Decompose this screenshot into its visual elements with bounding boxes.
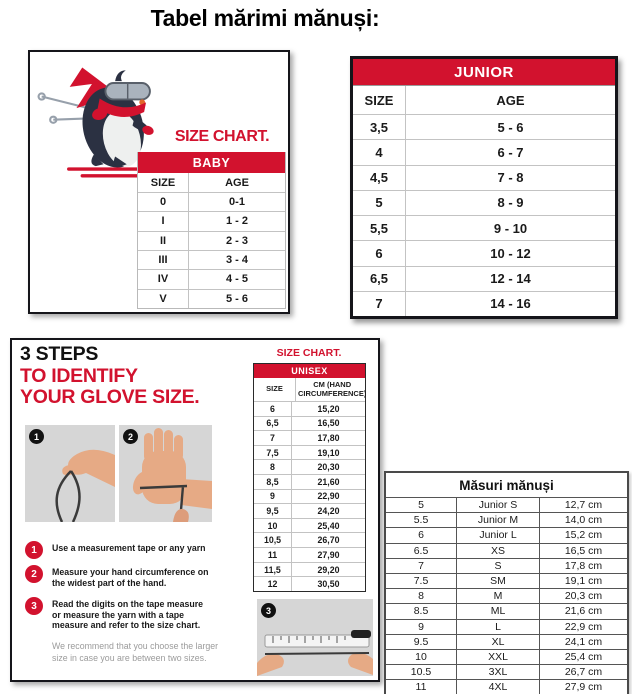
- column-header: SIZE: [266, 384, 283, 394]
- baby-size-table: [137, 152, 286, 309]
- table-cell: Junior M: [456, 513, 539, 527]
- table-cell: 17,8 cm: [539, 559, 627, 573]
- steps-heading: [20, 344, 199, 409]
- table-row: [254, 474, 365, 489]
- table-cell: 6: [375, 245, 383, 261]
- baby-table-header: [138, 173, 285, 192]
- table-cell: 14 - 16: [405, 292, 615, 316]
- table-cell: 5,5: [369, 220, 389, 236]
- step-text: Use a measurement tape or any yarn: [52, 543, 206, 553]
- table-cell: XL: [456, 635, 539, 649]
- table-cell: 9: [270, 491, 275, 502]
- table-cell: V: [159, 292, 167, 305]
- page-title: Tabel mărimi mănuși:: [150, 5, 380, 31]
- table-row: [353, 139, 615, 164]
- table-cell: 21,6 cm: [539, 604, 627, 618]
- table-cell: III: [158, 254, 168, 267]
- table-cell: 24,1 cm: [539, 635, 627, 649]
- yarn: [265, 653, 369, 654]
- table-cell: 9 - 10: [405, 216, 615, 240]
- step-text: Measure your hand circumference on the widest part of the hand.: [52, 567, 209, 588]
- table-cell: 6: [418, 529, 424, 542]
- table-cell: 6 - 7: [405, 140, 615, 164]
- photo-step-number: 3: [261, 603, 276, 618]
- unisex-table-title: UNISEX: [254, 364, 365, 378]
- table-cell: 15,20: [291, 402, 365, 416]
- table-row: [138, 250, 285, 269]
- table-row: [254, 489, 365, 504]
- table-cell: 7 - 8: [405, 166, 615, 190]
- table-row: [386, 634, 627, 649]
- table-cell: IV: [157, 273, 169, 286]
- table-row: [353, 114, 615, 139]
- table-cell: 11,5: [264, 564, 281, 575]
- table-cell: 25,40: [291, 519, 365, 533]
- table-cell: 7,5: [266, 447, 279, 458]
- table-cell: SM: [456, 574, 539, 588]
- photo-step-number: 1: [29, 429, 44, 444]
- table-cell: 4XL: [456, 680, 539, 694]
- masuri-table-title: Măsuri mănuși: [386, 473, 627, 497]
- step2-photo: [119, 425, 212, 522]
- baby-table-title: BABY: [138, 152, 285, 173]
- table-cell: 7.5: [413, 575, 429, 588]
- table-row: [353, 190, 615, 215]
- step3-photo: [257, 599, 373, 676]
- table-row: [254, 445, 365, 460]
- heading-line-3: YOUR GLOVE SIZE.: [20, 386, 200, 408]
- table-cell: 1 - 2: [188, 212, 285, 230]
- table-cell: 9: [418, 620, 424, 633]
- table-cell: 7: [375, 296, 383, 312]
- table-cell: 3,5: [369, 119, 389, 135]
- table-cell: 6.5: [413, 544, 429, 557]
- table-cell: 30,50: [291, 577, 365, 591]
- table-cell: 4,5: [369, 170, 389, 186]
- table-cell: 4 - 5: [188, 270, 285, 288]
- step-instruction: [25, 597, 214, 631]
- table-cell: Junior S: [456, 498, 539, 512]
- table-cell: 19,1 cm: [539, 574, 627, 588]
- table-row: [353, 215, 615, 240]
- table-row: [353, 240, 615, 265]
- baby-table-rows: [138, 192, 285, 308]
- size-chart-heading: SIZE CHART.: [174, 128, 270, 145]
- table-cell: 14,0 cm: [539, 513, 627, 527]
- table-cell: 25,4 cm: [539, 650, 627, 664]
- table-cell: 12: [267, 579, 278, 590]
- table-cell: 9.5: [413, 635, 429, 648]
- table-cell: 3 - 4: [188, 251, 285, 269]
- table-cell: 7: [270, 433, 275, 444]
- table-row: [138, 231, 285, 250]
- table-cell: 22,9 cm: [539, 620, 627, 634]
- table-cell: 8.5: [413, 605, 429, 618]
- unisex-table-rows: [254, 401, 365, 591]
- table-cell: 7: [418, 559, 424, 572]
- table-cell: Junior L: [456, 528, 539, 542]
- table-cell: 0-1: [188, 193, 285, 211]
- table-cell: 5.5: [413, 514, 429, 527]
- table-row: [386, 664, 627, 679]
- table-cell: 24,20: [291, 504, 365, 518]
- table-row: [138, 289, 285, 308]
- table-cell: 27,90: [291, 548, 365, 562]
- table-cell: 26,70: [291, 533, 365, 547]
- table-cell: 11: [267, 549, 278, 560]
- table-cell: 16,5 cm: [539, 544, 627, 558]
- table-cell: 8 - 9: [405, 191, 615, 215]
- table-cell: 8,5: [266, 476, 279, 487]
- table-row: [386, 527, 627, 542]
- masuri-table-rows: [386, 497, 627, 694]
- table-cell: 3XL: [456, 665, 539, 679]
- recommendation-note: We recommend that you choose the larger size in case you are between two sizes.: [52, 641, 219, 663]
- table-cell: 17,80: [291, 431, 365, 445]
- table-cell: 5 - 6: [188, 290, 285, 308]
- table-row: [254, 518, 365, 533]
- unisex-table-header: [254, 378, 365, 401]
- table-cell: 5: [418, 499, 424, 512]
- table-cell: 27,9 cm: [539, 680, 627, 694]
- table-row: [386, 588, 627, 603]
- step1-photo: [25, 425, 115, 522]
- column-header: AGE: [188, 173, 285, 192]
- column-header: SIZE: [364, 92, 394, 108]
- table-cell: M: [456, 589, 539, 603]
- three-steps-panel: [10, 338, 380, 682]
- table-cell: I: [161, 215, 165, 228]
- table-row: [138, 269, 285, 288]
- step-instruction: [25, 565, 214, 588]
- table-cell: 20,30: [291, 460, 365, 474]
- table-row: [254, 532, 365, 547]
- table-row: [254, 459, 365, 474]
- table-cell: XS: [456, 544, 539, 558]
- table-cell: 10 - 12: [405, 241, 615, 265]
- table-row: [138, 192, 285, 211]
- table-cell: 8: [270, 462, 275, 473]
- step-number-badge: 1: [25, 541, 43, 559]
- junior-size-table: [350, 56, 618, 319]
- heading-line-1: 3 STEPS: [20, 343, 99, 365]
- table-cell: 6,5: [369, 271, 389, 287]
- marker-pen: [351, 630, 371, 638]
- baby-panel: [28, 50, 290, 314]
- table-row: [386, 543, 627, 558]
- table-row: [386, 649, 627, 664]
- table-row: [254, 401, 365, 416]
- unisex-size-table: [253, 363, 366, 592]
- table-cell: 20,3 cm: [539, 589, 627, 603]
- table-row: [386, 573, 627, 588]
- column-header: CM (HAND CIRCUMFERENCE): [295, 378, 368, 401]
- table-cell: 29,20: [291, 563, 365, 577]
- table-cell: 12 - 14: [405, 267, 615, 291]
- table-row: [386, 619, 627, 634]
- table-row: [386, 679, 627, 694]
- table-cell: 10: [415, 650, 427, 663]
- junior-table-header: [353, 85, 615, 114]
- table-cell: II: [159, 234, 167, 247]
- table-cell: 5 - 6: [405, 115, 615, 139]
- photo-step-number: 2: [123, 429, 138, 444]
- table-cell: 6: [270, 403, 275, 414]
- column-header: SIZE: [150, 176, 176, 189]
- table-row: [353, 165, 615, 190]
- table-row: [386, 512, 627, 527]
- size-chart-heading-small: SIZE CHART.: [276, 347, 342, 359]
- table-cell: 9,5: [266, 506, 279, 517]
- table-cell: L: [456, 620, 539, 634]
- table-row: [353, 266, 615, 291]
- table-row: [254, 576, 365, 591]
- table-cell: 8: [418, 590, 424, 603]
- table-cell: 16,50: [291, 417, 365, 431]
- table-row: [386, 558, 627, 573]
- table-row: [386, 497, 627, 512]
- table-row: [254, 503, 365, 518]
- table-cell: 19,10: [291, 446, 365, 460]
- step-text: Read the digits on the tape measure or measure the yarn with a tape measure and refer to the size chart.: [52, 599, 204, 630]
- masuri-manusi-table: [384, 471, 629, 694]
- table-row: [138, 211, 285, 230]
- step-number-badge: 2: [25, 565, 43, 583]
- table-cell: 10,5: [263, 535, 282, 546]
- step-instruction: [25, 541, 214, 559]
- table-cell: S: [456, 559, 539, 573]
- table-cell: 22,90: [291, 490, 365, 504]
- column-header: AGE: [405, 86, 615, 114]
- table-cell: 2 - 3: [188, 232, 285, 250]
- table-row: [254, 430, 365, 445]
- table-cell: 26,7 cm: [539, 665, 627, 679]
- table-cell: 10: [267, 520, 278, 531]
- table-cell: 6,5: [266, 418, 279, 429]
- table-cell: 0: [159, 196, 167, 209]
- table-cell: 10.5: [410, 666, 432, 679]
- table-row: [353, 291, 615, 316]
- step-number-badge: 3: [25, 597, 43, 615]
- table-row: [254, 416, 365, 431]
- table-cell: 21,60: [291, 475, 365, 489]
- table-cell: 12,7 cm: [539, 498, 627, 512]
- table-cell: XXL: [456, 650, 539, 664]
- table-cell: ML: [456, 604, 539, 618]
- junior-table-title: JUNIOR: [353, 59, 615, 85]
- table-cell: 11: [415, 681, 427, 694]
- heading-line-2: TO IDENTIFY: [20, 364, 138, 387]
- table-cell: 15,2 cm: [539, 528, 627, 542]
- junior-table-rows: [353, 114, 615, 316]
- table-row: [386, 603, 627, 618]
- table-row: [254, 562, 365, 577]
- table-cell: 4: [375, 144, 383, 160]
- table-cell: 5: [375, 195, 383, 211]
- table-row: [254, 547, 365, 562]
